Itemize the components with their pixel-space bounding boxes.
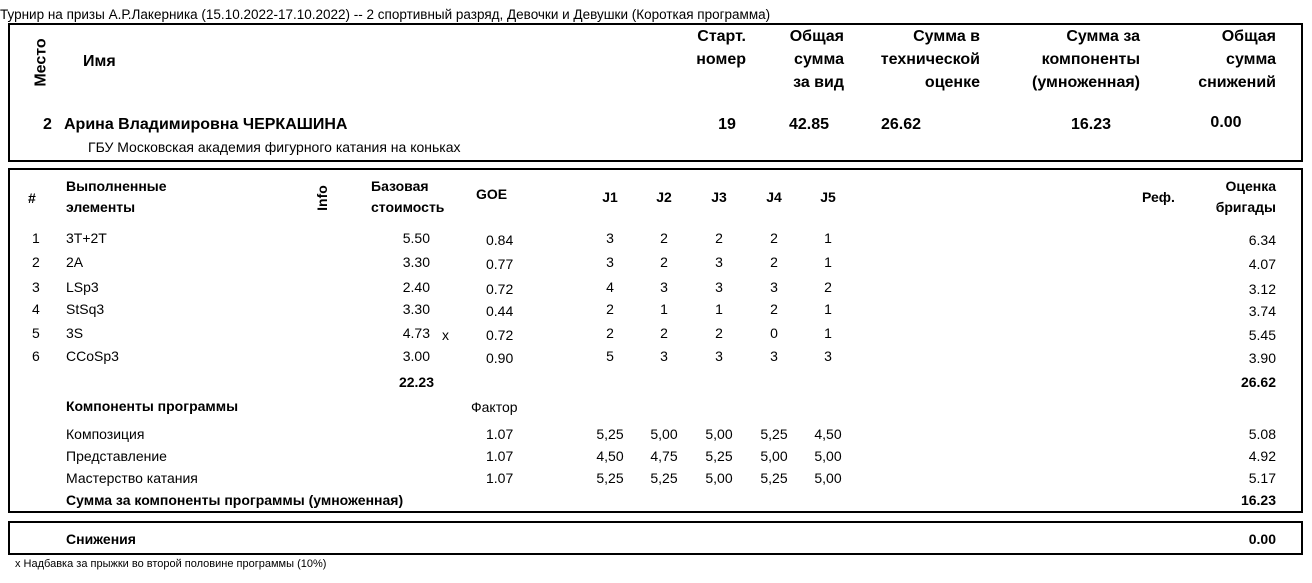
element-judge-score: 2 [660,254,668,270]
judge-2-header: J2 [656,189,672,205]
judge-5-header: J5 [820,189,836,205]
element-goe: 0.44 [486,303,514,319]
element-judge-score: 1 [660,301,668,317]
element-judge-score: 3 [715,254,723,270]
element-judge-score: 2 [606,325,614,341]
element-judge-score: 3 [606,230,614,246]
element-judge-score: 3 [715,279,723,295]
element-number: 2 [32,254,40,270]
element-number: 5 [32,325,40,341]
element-number: 3 [32,279,40,295]
page-title: Турнир на призы А.Р.Лакерника (15.10.2022-17.10.2022) -- 2 спортивный разряд, Девочки и Девушки (Короткая программа) [0,7,771,22]
component-judge-score: 5,00 [705,426,733,442]
element-code: CCoSp3 [66,348,119,364]
element-judge-score: 3 [770,279,778,295]
component-panel-score: 4.92 [1248,448,1276,464]
deductions-label: Снижения [66,531,136,547]
element-number: 1 [32,230,40,246]
element-panel-score: 3.90 [1248,350,1276,366]
tes-header: Сумма в технической оценке [880,28,980,91]
element-number: 6 [32,348,40,364]
component-judge-score: 4,75 [650,448,678,464]
base-value-total: 22.23 [398,374,434,390]
element-judge-score: 5 [606,348,614,364]
element-judge-score: 4 [606,279,614,295]
component-judge-score: 5,25 [650,470,678,486]
element-code: StSq3 [66,301,105,317]
element-base-value: 3.00 [402,348,430,364]
component-judge-score: 5,25 [760,426,788,442]
element-judge-score: 3 [606,254,614,270]
component-judge-score: 5,00 [760,448,788,464]
element-goe: 0.90 [486,350,514,366]
element-code: 3T+2T [66,230,107,246]
element-base-value: 5.50 [402,230,430,246]
skater-club: ГБУ Московская академия фигурного катания на коньках [88,139,461,155]
place-header: Место [32,38,50,87]
element-judge-score: 3 [824,348,832,364]
base-value-header: Базовая стоимость [371,178,445,215]
element-goe: 0.72 [486,327,514,343]
component-judge-score: 5,25 [596,426,624,442]
element-judge-score: 2 [715,230,723,246]
element-judge-score: 2 [824,279,832,295]
element-code: 2A [66,254,84,270]
element-panel-score: 3.74 [1248,303,1276,319]
tes-value: 26.62 [880,116,922,133]
element-number: 4 [32,301,40,317]
panel-score-header: Оценка бригады [1215,178,1276,215]
factor-header: Фактор [471,399,518,415]
element-base-value: 3.30 [402,301,430,317]
element-base-value: 4.73 [402,325,430,341]
total-score-value: 42.85 [788,116,830,133]
element-info: x [442,327,449,343]
component-judge-score: 4,50 [814,426,842,442]
element-judge-score: 2 [770,230,778,246]
name-header: Имя [83,53,116,70]
element-judge-score: 2 [770,301,778,317]
element-code: 3S [66,325,84,341]
element-judge-score: 2 [770,254,778,270]
component-judge-score: 5,00 [814,448,842,464]
deductions-value: 0.00 [1210,114,1242,131]
element-number-header: # [28,190,36,206]
judge-1-header: J1 [602,189,618,205]
judge-3-header: J3 [711,189,727,205]
components-total-label: Сумма за компоненты программы (умноженная) [66,492,404,508]
element-judge-score: 1 [824,325,832,341]
element-code: LSp3 [66,279,99,295]
element-base-value: 3.30 [402,254,430,270]
components-title: Компоненты программы [66,398,239,414]
element-judge-score: 1 [824,254,832,270]
element-panel-score: 4.07 [1248,256,1276,272]
info-header: Info [314,185,330,211]
element-goe: 0.84 [486,232,514,248]
element-judge-score: 2 [606,301,614,317]
element-header: Выполненные элементы [66,178,167,215]
deductions-box [8,521,1303,555]
components-total-value: 16.23 [1240,492,1276,508]
element-judge-score: 2 [660,230,668,246]
deductions-header: Общая сумма снижений [1198,28,1276,91]
judge-4-header: J4 [766,189,782,205]
component-judge-score: 5,00 [650,426,678,442]
element-goe: 0.72 [486,281,514,297]
component-judge-score: 5,25 [760,470,788,486]
element-judge-score: 3 [660,348,668,364]
element-judge-score: 1 [715,301,723,317]
component-judge-score: 5,00 [705,470,733,486]
start-number-header: Старт. номер [696,28,746,68]
component-judge-score: 5,00 [814,470,842,486]
component-factor: 1.07 [486,426,514,442]
deductions-total: 0.00 [1248,531,1276,547]
total-score-header: Общая сумма за вид [789,28,844,91]
element-judge-score: 3 [770,348,778,364]
element-judge-score: 1 [824,301,832,317]
element-judge-score: 2 [660,325,668,341]
skater-name: Арина Владимировна ЧЕРКАШИНА [64,116,348,133]
element-judge-score: 3 [715,348,723,364]
element-panel-score: 6.34 [1248,232,1276,248]
element-panel-score: 5.45 [1248,327,1276,343]
pcs-header: Сумма за компоненты (умноженная) [1032,28,1140,91]
component-name: Композиция [66,426,145,442]
component-judge-score: 4,50 [596,448,624,464]
element-judge-score: 0 [770,325,778,341]
component-factor: 1.07 [486,470,514,486]
component-name: Представление [66,448,167,464]
element-base-value: 2.40 [402,279,430,295]
element-judge-score: 3 [660,279,668,295]
component-judge-score: 5,25 [705,448,733,464]
goe-header: GOE [476,186,508,202]
referee-header: Реф. [1142,189,1175,205]
element-judge-score: 2 [715,325,723,341]
pcs-value: 16.23 [1070,116,1112,133]
skater-place: 2 [43,116,52,133]
component-factor: 1.07 [486,448,514,464]
component-panel-score: 5.08 [1248,426,1276,442]
element-goe: 0.77 [486,256,514,272]
component-name: Мастерство катания [66,470,198,486]
component-judge-score: 5,25 [596,470,624,486]
element-panel-score: 3.12 [1248,281,1276,297]
component-panel-score: 5.17 [1248,470,1276,486]
start-number-value: 19 [718,116,736,133]
element-judge-score: 1 [824,230,832,246]
panel-score-total: 26.62 [1240,374,1276,390]
footnote: x Надбавка за прыжки во второй половине программы (10%) [15,558,327,570]
